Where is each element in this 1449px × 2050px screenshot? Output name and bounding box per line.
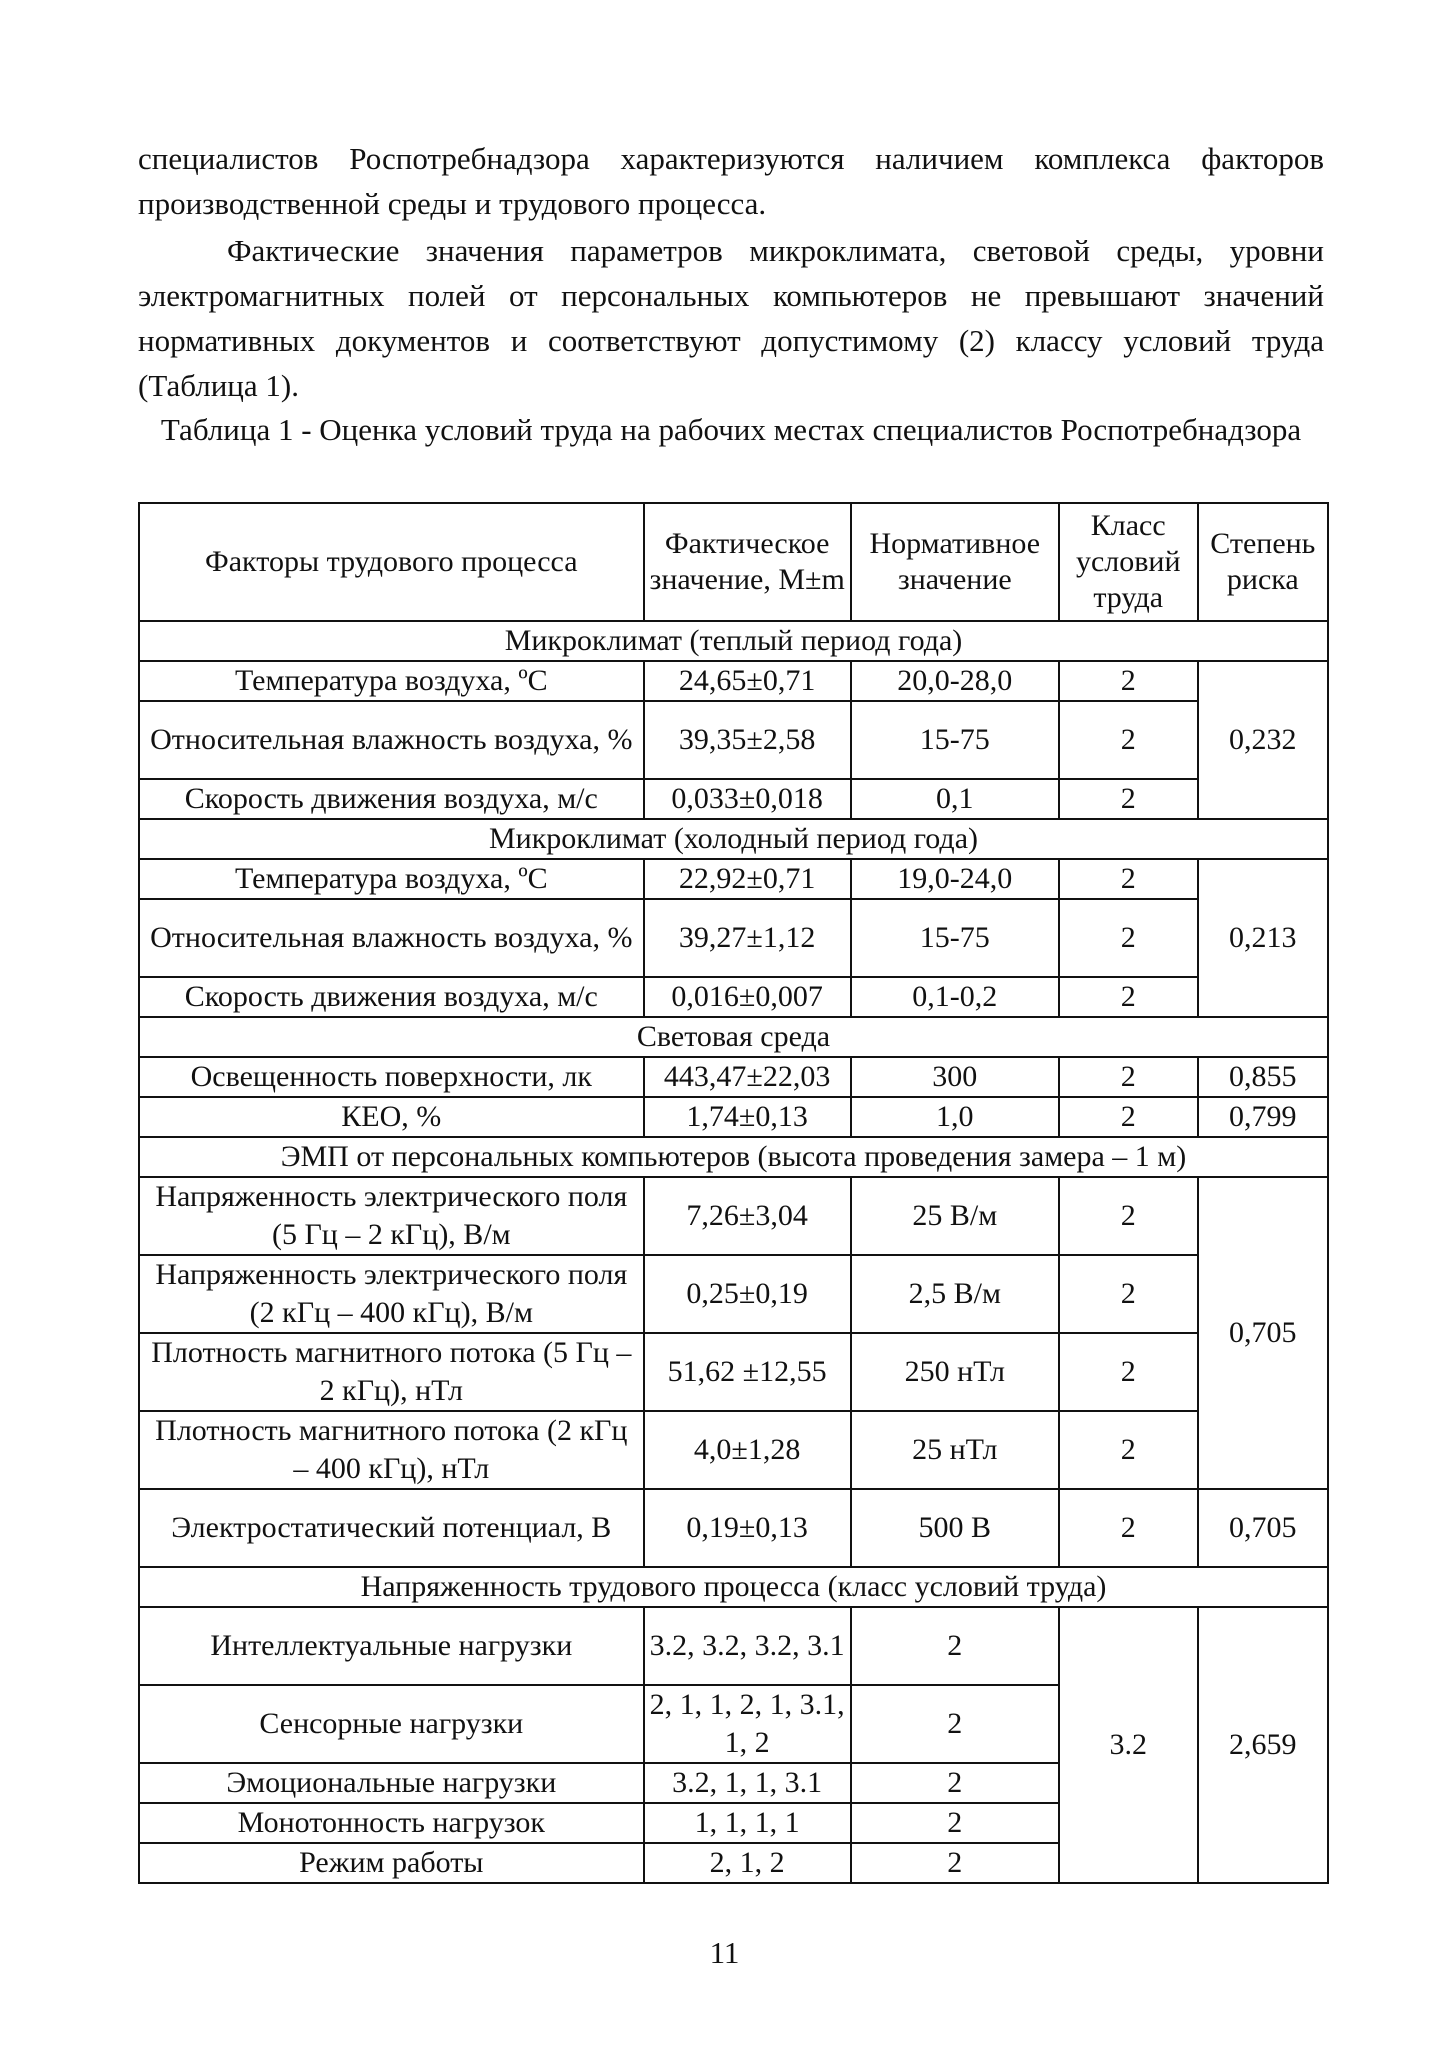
factor-cell: Монотонность нагрузок (139, 1803, 644, 1843)
norm-cell: 25 В/м (851, 1177, 1059, 1255)
actual-cell: 22,92±0,71 (644, 859, 851, 899)
class-cell: 2 (1059, 1411, 1198, 1489)
norm-cell: 2 (851, 1803, 1059, 1843)
class-cell: 2 (1059, 1255, 1198, 1333)
section-title: Напряженность трудового процесса (класс условий труда) (139, 1567, 1328, 1607)
factor-cell: Напряженность электрического поля (5 Гц – 2 кГц), В/м (139, 1177, 644, 1255)
actual-cell: 2, 1, 1, 2, 1, 3.1, 1, 2 (644, 1685, 851, 1763)
findings-paragraph: Фактические значения параметров микроклимата, световой среды, уровни электромагнитных полей от персональных компьютеров не превышают значений нормативных документов и соответствуют допустимому (2) классу условий труда (Таблица 1). (138, 233, 1324, 403)
table-row (139, 1255, 1328, 1333)
norm-cell: 0,1 (851, 779, 1059, 819)
risk-cell: 0,705 (1198, 1177, 1328, 1489)
section-title: Микроклимат (теплый период года) (139, 621, 1328, 661)
section-row (139, 1137, 1328, 1177)
header-actual: Фактическое значение, M±m (644, 503, 851, 621)
norm-cell: 500 В (851, 1489, 1059, 1567)
table-row (139, 1057, 1328, 1097)
actual-cell: 4,0±1,28 (644, 1411, 851, 1489)
class-cell: 2 (1059, 779, 1198, 819)
norm-cell: 250 нТл (851, 1333, 1059, 1411)
section-row (139, 1567, 1328, 1607)
norm-cell: 2 (851, 1607, 1059, 1685)
header-norm: Нормативное значение (851, 503, 1059, 621)
table-row (139, 1411, 1328, 1489)
section-title: Световая среда (139, 1017, 1328, 1057)
factor-cell: Температура воздуха, ºС (139, 859, 644, 899)
actual-cell: 1,74±0,13 (644, 1097, 851, 1137)
section-title: ЭМП от персональных компьютеров (высота проведения замера – 1 м) (139, 1137, 1328, 1177)
table-row (139, 1607, 1328, 1685)
factor-cell: Освещенность поверхности, лк (139, 1057, 644, 1097)
actual-cell: 1, 1, 1, 1 (644, 1803, 851, 1843)
norm-cell: 0,1-0,2 (851, 977, 1059, 1017)
norm-cell: 2 (851, 1763, 1059, 1803)
actual-cell: 0,19±0,13 (644, 1489, 851, 1567)
table-row (139, 859, 1328, 899)
table-row (139, 1489, 1328, 1567)
norm-cell: 25 нТл (851, 1411, 1059, 1489)
actual-cell: 443,47±22,03 (644, 1057, 851, 1097)
norm-cell: 2 (851, 1685, 1059, 1763)
factor-cell: Интеллектуальные нагрузки (139, 1607, 644, 1685)
factor-cell: Напряженность электрического поля (2 кГц – 400 кГц), В/м (139, 1255, 644, 1333)
risk-cell: 0,705 (1198, 1489, 1328, 1567)
risk-cell: 0,855 (1198, 1057, 1328, 1097)
actual-cell: 2, 1, 2 (644, 1843, 851, 1883)
factor-cell: Относительная влажность воздуха, % (139, 701, 644, 779)
class-cell: 2 (1059, 661, 1198, 701)
class-cell: 2 (1059, 1097, 1198, 1137)
factor-cell: Режим работы (139, 1843, 644, 1883)
risk-cell: 2,659 (1198, 1607, 1328, 1883)
actual-cell: 0,016±0,007 (644, 977, 851, 1017)
page-number: 11 (709, 1935, 740, 1970)
table-row (139, 1333, 1328, 1411)
table-caption: Таблица 1 - Оценка условий труда на рабочих местах специалистов Роспотребнадзора (160, 412, 1302, 447)
table-row (139, 1097, 1328, 1137)
actual-cell: 0,25±0,19 (644, 1255, 851, 1333)
table-row (139, 779, 1328, 819)
header-risk: Степень риска (1198, 503, 1328, 621)
table-row (139, 1177, 1328, 1255)
actual-cell: 24,65±0,71 (644, 661, 851, 701)
actual-cell: 3.2, 1, 1, 3.1 (644, 1763, 851, 1803)
norm-cell: 300 (851, 1057, 1059, 1097)
risk-cell: 0,232 (1198, 661, 1328, 819)
table-row (139, 977, 1328, 1017)
section-row (139, 621, 1328, 661)
norm-cell: 15-75 (851, 701, 1059, 779)
actual-cell: 51,62 ±12,55 (644, 1333, 851, 1411)
class-cell: 2 (1059, 977, 1198, 1017)
factor-cell: Скорость движения воздуха, м/с (139, 779, 644, 819)
risk-cell: 0,799 (1198, 1097, 1328, 1137)
factor-cell: Плотность магнитного потока (2 кГц – 400 кГц), нТл (139, 1411, 644, 1489)
table-row (139, 701, 1328, 779)
actual-cell: 7,26±3,04 (644, 1177, 851, 1255)
working-conditions-table (138, 502, 1329, 1884)
norm-cell: 2 (851, 1843, 1059, 1883)
class-cell: 2 (1059, 1177, 1198, 1255)
table-row (139, 899, 1328, 977)
table-header-row (139, 503, 1328, 621)
class-cell: 2 (1059, 859, 1198, 899)
norm-cell: 20,0-28,0 (851, 661, 1059, 701)
header-factor: Факторы трудового процесса (139, 503, 644, 621)
factor-cell: КЕО, % (139, 1097, 644, 1137)
factor-cell: Эмоциональные нагрузки (139, 1763, 644, 1803)
class-cell: 2 (1059, 1333, 1198, 1411)
section-title: Микроклимат (холодный период года) (139, 819, 1328, 859)
factor-cell: Скорость движения воздуха, м/с (139, 977, 644, 1017)
norm-cell: 15-75 (851, 899, 1059, 977)
factor-cell: Электростатический потенциал, В (139, 1489, 644, 1567)
section-row (139, 1017, 1328, 1057)
class-cell: 2 (1059, 1057, 1198, 1097)
class-cell: 2 (1059, 899, 1198, 977)
factor-cell: Сенсорные нагрузки (139, 1685, 644, 1763)
class-cell: 3.2 (1059, 1607, 1198, 1883)
actual-cell: 39,27±1,12 (644, 899, 851, 977)
class-cell: 2 (1059, 1489, 1198, 1567)
factor-cell: Относительная влажность воздуха, % (139, 899, 644, 977)
norm-cell: 1,0 (851, 1097, 1059, 1137)
actual-cell: 3.2, 3.2, 3.2, 3.1 (644, 1607, 851, 1685)
norm-cell: 19,0-24,0 (851, 859, 1059, 899)
header-class: Класс условий труда (1059, 503, 1198, 621)
table-row (139, 661, 1328, 701)
section-row (139, 819, 1328, 859)
norm-cell: 2,5 В/м (851, 1255, 1059, 1333)
risk-cell: 0,213 (1198, 859, 1328, 1017)
factor-cell: Температура воздуха, ºС (139, 661, 644, 701)
intro-paragraph: специалистов Роспотребнадзора характеризуются наличием комплекса факторов производственной среды и трудового процесса. (138, 141, 1324, 221)
class-cell: 2 (1059, 701, 1198, 779)
factor-cell: Плотность магнитного потока (5 Гц – 2 кГц), нТл (139, 1333, 644, 1411)
actual-cell: 39,35±2,58 (644, 701, 851, 779)
actual-cell: 0,033±0,018 (644, 779, 851, 819)
